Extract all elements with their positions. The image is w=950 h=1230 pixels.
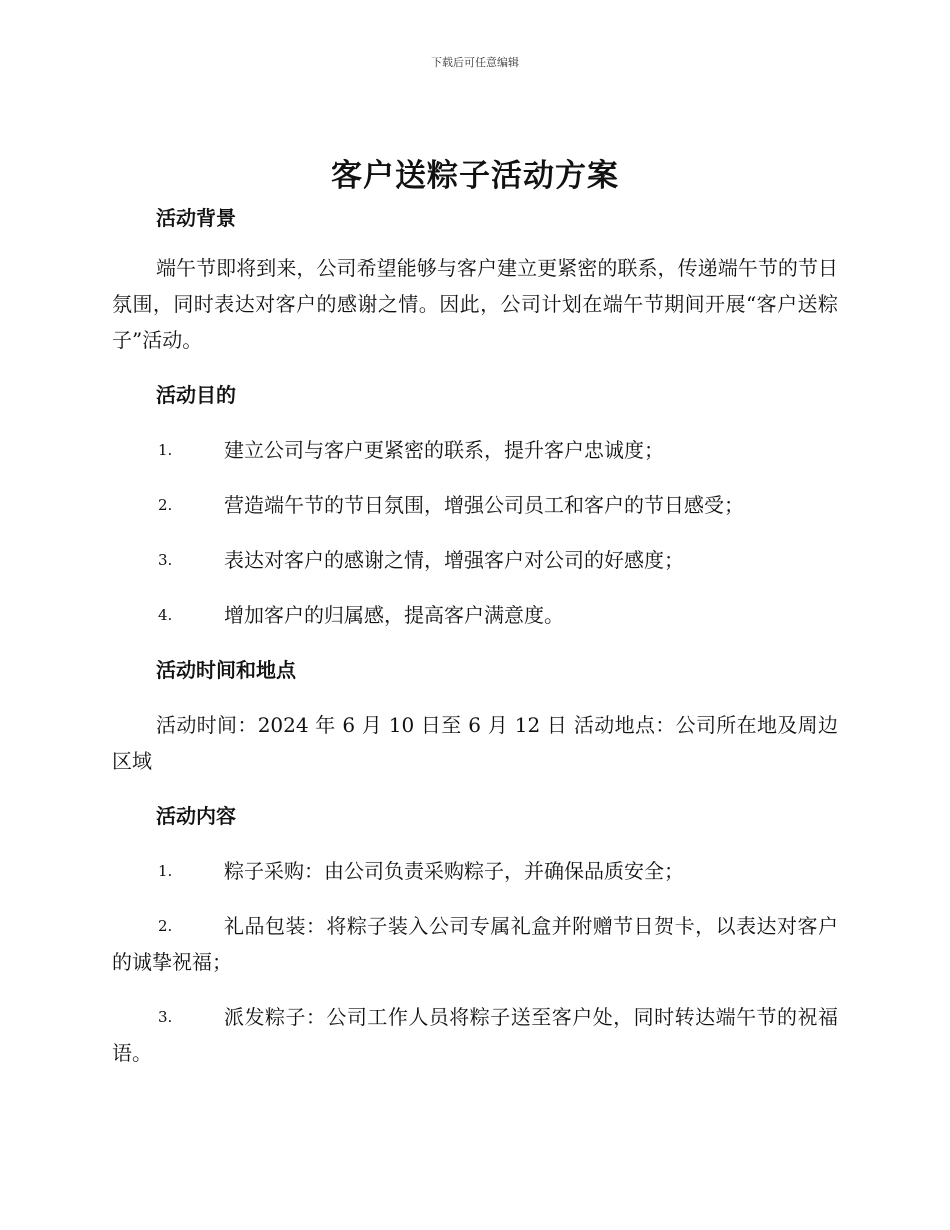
section-heading: 活动目的 — [156, 383, 236, 407]
purpose-list — [112, 432, 838, 633]
list-number: 2. — [158, 917, 173, 935]
list-item — [112, 542, 838, 578]
section-time-location — [112, 652, 838, 779]
document-body — [112, 200, 838, 1071]
list-text: 粽子采购：由公司负责采购粽子，并确保品质安全； — [224, 859, 684, 883]
list-item — [112, 999, 838, 1071]
list-number: 1. — [158, 862, 173, 880]
list-number: 3. — [158, 1008, 173, 1026]
section-content — [112, 798, 838, 1071]
list-number: 2. — [158, 496, 173, 514]
list-item — [112, 597, 838, 633]
list-item — [112, 432, 838, 468]
section-paragraph: 活动时间：2024 年 6 月 10 日至 6 月 12 日 活动地点：公司所在地及周边区域 — [112, 713, 838, 773]
list-text: 增加客户的归属感，提高客户满意度。 — [224, 603, 564, 627]
list-item — [112, 487, 838, 523]
section-heading: 活动内容 — [156, 804, 236, 828]
content-list — [112, 853, 838, 1071]
list-text: 礼品包装：将粽子装入公司专属礼盒并附赠节日贺卡，以表达对客户的诚挚祝福； — [112, 914, 838, 974]
list-item — [112, 853, 838, 889]
list-number: 4. — [158, 606, 173, 624]
section-heading: 活动时间和地点 — [156, 658, 296, 682]
header-note: 下载后可任意编辑 — [431, 56, 519, 69]
list-item — [112, 908, 838, 980]
section-background — [112, 200, 838, 358]
list-number: 3. — [158, 551, 173, 569]
section-paragraph: 端午节即将到来，公司希望能够与客户建立更紧密的联系，传递端午节的节日氛围，同时表达对客户的感谢之情。因此，公司计划在端午节期间开展“客户送粽子”活动。 — [112, 256, 838, 352]
document-title: 客户送粽子活动方案 — [331, 158, 619, 194]
list-text: 表达对客户的感谢之情，增强客户对公司的好感度； — [224, 548, 684, 572]
list-number: 1. — [158, 441, 173, 459]
section-purpose — [112, 377, 838, 633]
list-text: 营造端午节的节日氛围，增强公司员工和客户的节日感受； — [224, 493, 744, 517]
section-heading: 活动背景 — [156, 206, 236, 230]
list-text: 派发粽子：公司工作人员将粽子送至客户处，同时转达端午节的祝福语。 — [112, 1005, 838, 1065]
list-text: 建立公司与客户更紧密的联系，提升客户忠诚度； — [224, 438, 664, 462]
